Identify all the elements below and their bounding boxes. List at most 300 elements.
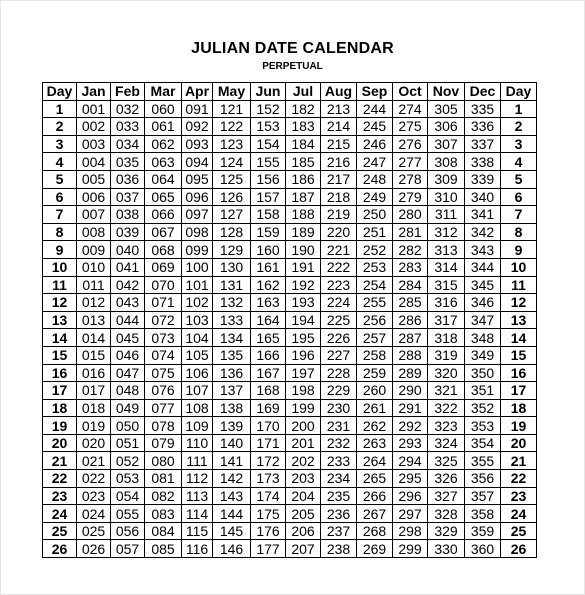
table-row [43, 399, 537, 417]
table-row [43, 170, 537, 188]
julian-date-cell: 102 [182, 294, 213, 312]
julian-date-cell: 081 [145, 470, 182, 488]
julian-date-cell: 195 [286, 329, 321, 347]
julian-date-cell: 053 [111, 470, 145, 488]
julian-date-cell: 311 [428, 206, 465, 224]
julian-date-cell: 076 [145, 382, 182, 400]
day-number-cell: 5 [43, 170, 77, 188]
table-row [43, 276, 537, 294]
julian-date-cell: 040 [111, 241, 145, 259]
table-row [43, 188, 537, 206]
julian-date-cell: 324 [428, 434, 465, 452]
julian-date-cell: 232 [321, 434, 357, 452]
julian-date-cell: 206 [286, 522, 321, 540]
julian-date-cell: 340 [465, 188, 501, 206]
julian-date-cell: 221 [321, 241, 357, 259]
julian-date-cell: 130 [213, 258, 251, 276]
julian-date-cell: 286 [393, 311, 428, 329]
julian-date-cell: 277 [393, 153, 428, 171]
day-number-cell: 6 [501, 188, 537, 206]
julian-date-cell: 359 [465, 522, 501, 540]
julian-date-cell: 008 [77, 223, 111, 241]
julian-date-cell: 092 [182, 118, 213, 136]
julian-date-cell: 114 [182, 505, 213, 523]
julian-date-cell: 079 [145, 434, 182, 452]
julian-date-cell: 275 [393, 118, 428, 136]
julian-date-cell: 268 [357, 522, 393, 540]
julian-date-cell: 014 [77, 329, 111, 347]
julian-date-cell: 236 [321, 505, 357, 523]
column-header: Apr [182, 83, 213, 101]
julian-date-cell: 042 [111, 276, 145, 294]
julian-date-cell: 205 [286, 505, 321, 523]
julian-date-cell: 279 [393, 188, 428, 206]
day-number-cell: 14 [43, 329, 77, 347]
julian-date-cell: 066 [145, 206, 182, 224]
table-row [43, 311, 537, 329]
julian-date-cell: 187 [286, 188, 321, 206]
julian-date-cell: 285 [393, 294, 428, 312]
julian-date-cell: 080 [145, 452, 182, 470]
julian-date-cell: 101 [182, 276, 213, 294]
julian-date-cell: 001 [77, 100, 111, 118]
day-number-cell: 17 [501, 382, 537, 400]
day-number-cell: 9 [501, 241, 537, 259]
julian-date-cell: 091 [182, 100, 213, 118]
julian-date-cell: 104 [182, 329, 213, 347]
day-number-cell: 26 [501, 540, 537, 558]
julian-date-cell: 067 [145, 223, 182, 241]
julian-date-cell: 085 [145, 540, 182, 558]
julian-date-cell: 307 [428, 135, 465, 153]
julian-date-cell: 032 [111, 100, 145, 118]
julian-date-cell: 054 [111, 487, 145, 505]
julian-date-table [42, 82, 537, 558]
julian-date-cell: 082 [145, 487, 182, 505]
julian-date-cell: 164 [251, 311, 286, 329]
julian-date-cell: 127 [213, 206, 251, 224]
julian-date-cell: 249 [357, 188, 393, 206]
julian-date-cell: 124 [213, 153, 251, 171]
julian-date-cell: 023 [77, 487, 111, 505]
julian-date-cell: 196 [286, 346, 321, 364]
julian-date-cell: 336 [465, 118, 501, 136]
julian-date-cell: 175 [251, 505, 286, 523]
julian-date-cell: 231 [321, 417, 357, 435]
day-number-cell: 11 [43, 276, 77, 294]
julian-date-cell: 281 [393, 223, 428, 241]
julian-date-cell: 165 [251, 329, 286, 347]
julian-date-cell: 146 [213, 540, 251, 558]
column-header: Dec [465, 83, 501, 101]
julian-date-cell: 265 [357, 470, 393, 488]
table-row [43, 487, 537, 505]
julian-date-cell: 322 [428, 399, 465, 417]
day-number-cell: 20 [43, 434, 77, 452]
julian-date-cell: 267 [357, 505, 393, 523]
julian-date-cell: 203 [286, 470, 321, 488]
julian-date-cell: 018 [77, 399, 111, 417]
column-header: Aug [321, 83, 357, 101]
julian-date-cell: 224 [321, 294, 357, 312]
julian-date-cell: 246 [357, 135, 393, 153]
column-header: May [213, 83, 251, 101]
julian-date-cell: 132 [213, 294, 251, 312]
julian-date-cell: 339 [465, 170, 501, 188]
julian-date-cell: 161 [251, 258, 286, 276]
julian-date-cell: 194 [286, 311, 321, 329]
julian-date-cell: 354 [465, 434, 501, 452]
julian-date-cell: 327 [428, 487, 465, 505]
julian-date-cell: 005 [77, 170, 111, 188]
julian-date-cell: 220 [321, 223, 357, 241]
day-number-cell: 22 [43, 470, 77, 488]
table-row [43, 329, 537, 347]
julian-date-cell: 116 [182, 540, 213, 558]
table-row [43, 522, 537, 540]
julian-date-cell: 274 [393, 100, 428, 118]
julian-date-cell: 016 [77, 364, 111, 382]
julian-date-cell: 006 [77, 188, 111, 206]
julian-date-cell: 064 [145, 170, 182, 188]
day-number-cell: 12 [43, 294, 77, 312]
julian-date-cell: 247 [357, 153, 393, 171]
julian-date-cell: 284 [393, 276, 428, 294]
table-row [43, 153, 537, 171]
julian-date-cell: 338 [465, 153, 501, 171]
julian-date-cell: 041 [111, 258, 145, 276]
julian-date-cell: 355 [465, 452, 501, 470]
julian-date-cell: 105 [182, 346, 213, 364]
julian-date-cell: 337 [465, 135, 501, 153]
julian-date-cell: 019 [77, 417, 111, 435]
julian-date-cell: 248 [357, 170, 393, 188]
julian-date-cell: 121 [213, 100, 251, 118]
julian-date-cell: 024 [77, 505, 111, 523]
julian-date-cell: 320 [428, 364, 465, 382]
julian-date-cell: 198 [286, 382, 321, 400]
julian-date-cell: 295 [393, 470, 428, 488]
julian-date-cell: 201 [286, 434, 321, 452]
table-row [43, 223, 537, 241]
julian-date-cell: 057 [111, 540, 145, 558]
julian-date-cell: 251 [357, 223, 393, 241]
julian-date-cell: 015 [77, 346, 111, 364]
julian-date-cell: 071 [145, 294, 182, 312]
julian-date-cell: 100 [182, 258, 213, 276]
julian-date-cell: 156 [251, 170, 286, 188]
julian-date-cell: 093 [182, 135, 213, 153]
julian-date-cell: 260 [357, 382, 393, 400]
julian-date-cell: 349 [465, 346, 501, 364]
julian-date-cell: 269 [357, 540, 393, 558]
julian-date-cell: 189 [286, 223, 321, 241]
julian-date-cell: 245 [357, 118, 393, 136]
day-number-cell: 16 [501, 364, 537, 382]
column-header: Jan [77, 83, 111, 101]
table-row [43, 452, 537, 470]
julian-date-cell: 350 [465, 364, 501, 382]
julian-date-cell: 298 [393, 522, 428, 540]
julian-date-cell: 188 [286, 206, 321, 224]
julian-date-cell: 252 [357, 241, 393, 259]
julian-date-cell: 099 [182, 241, 213, 259]
julian-date-cell: 152 [251, 100, 286, 118]
julian-date-cell: 144 [213, 505, 251, 523]
julian-date-cell: 009 [77, 241, 111, 259]
julian-date-cell: 328 [428, 505, 465, 523]
julian-date-cell: 360 [465, 540, 501, 558]
page-title: JULIAN DATE CALENDAR [191, 40, 394, 57]
julian-date-cell: 153 [251, 118, 286, 136]
julian-date-cell: 199 [286, 399, 321, 417]
day-number-cell: 10 [43, 258, 77, 276]
julian-date-cell: 125 [213, 170, 251, 188]
julian-date-cell: 062 [145, 135, 182, 153]
julian-date-cell: 131 [213, 276, 251, 294]
day-number-cell: 24 [501, 505, 537, 523]
day-number-cell: 18 [43, 399, 77, 417]
julian-date-cell: 317 [428, 311, 465, 329]
table-row [43, 382, 537, 400]
julian-date-cell: 010 [77, 258, 111, 276]
table-row [43, 540, 537, 558]
column-header: Nov [428, 83, 465, 101]
julian-date-cell: 314 [428, 258, 465, 276]
julian-date-cell: 283 [393, 258, 428, 276]
julian-date-cell: 215 [321, 135, 357, 153]
julian-date-cell: 126 [213, 188, 251, 206]
julian-date-cell: 050 [111, 417, 145, 435]
julian-date-cell: 173 [251, 470, 286, 488]
table-row [43, 505, 537, 523]
day-number-cell: 21 [43, 452, 77, 470]
julian-date-cell: 276 [393, 135, 428, 153]
day-number-cell: 3 [501, 135, 537, 153]
julian-date-cell: 346 [465, 294, 501, 312]
julian-date-cell: 193 [286, 294, 321, 312]
julian-date-cell: 222 [321, 258, 357, 276]
julian-date-cell: 218 [321, 188, 357, 206]
julian-date-cell: 228 [321, 364, 357, 382]
julian-date-cell: 158 [251, 206, 286, 224]
julian-date-cell: 299 [393, 540, 428, 558]
julian-date-cell: 083 [145, 505, 182, 523]
julian-date-cell: 325 [428, 452, 465, 470]
julian-date-cell: 135 [213, 346, 251, 364]
julian-date-cell: 234 [321, 470, 357, 488]
julian-date-cell: 133 [213, 311, 251, 329]
day-number-cell: 19 [43, 417, 77, 435]
day-number-cell: 15 [501, 346, 537, 364]
julian-date-cell: 357 [465, 487, 501, 505]
julian-date-cell: 315 [428, 276, 465, 294]
julian-date-cell: 138 [213, 399, 251, 417]
julian-date-cell: 294 [393, 452, 428, 470]
julian-date-cell: 012 [77, 294, 111, 312]
julian-date-cell: 072 [145, 311, 182, 329]
day-number-cell: 7 [43, 206, 77, 224]
julian-date-cell: 007 [77, 206, 111, 224]
julian-date-cell: 183 [286, 118, 321, 136]
julian-date-cell: 214 [321, 118, 357, 136]
julian-date-cell: 291 [393, 399, 428, 417]
julian-date-cell: 348 [465, 329, 501, 347]
table-row [43, 470, 537, 488]
day-number-cell: 1 [501, 100, 537, 118]
day-number-cell: 15 [43, 346, 77, 364]
day-number-cell: 7 [501, 206, 537, 224]
julian-date-cell: 122 [213, 118, 251, 136]
julian-date-cell: 305 [428, 100, 465, 118]
julian-date-cell: 308 [428, 153, 465, 171]
julian-date-cell: 141 [213, 452, 251, 470]
day-number-cell: 22 [501, 470, 537, 488]
table-row [43, 241, 537, 259]
julian-date-cell: 258 [357, 346, 393, 364]
column-header: Jul [286, 83, 321, 101]
julian-date-cell: 078 [145, 417, 182, 435]
julian-date-cell: 106 [182, 364, 213, 382]
julian-date-cell: 225 [321, 311, 357, 329]
julian-date-cell: 157 [251, 188, 286, 206]
julian-date-cell: 068 [145, 241, 182, 259]
julian-date-cell: 177 [251, 540, 286, 558]
day-number-cell: 23 [501, 487, 537, 505]
julian-date-cell: 037 [111, 188, 145, 206]
julian-date-cell: 074 [145, 346, 182, 364]
table-row [43, 100, 537, 118]
day-number-cell: 3 [43, 135, 77, 153]
julian-date-cell: 219 [321, 206, 357, 224]
julian-date-cell: 162 [251, 276, 286, 294]
julian-date-cell: 109 [182, 417, 213, 435]
julian-date-cell: 115 [182, 522, 213, 540]
julian-date-cell: 048 [111, 382, 145, 400]
day-number-cell: 17 [43, 382, 77, 400]
day-number-cell: 26 [43, 540, 77, 558]
day-number-cell: 4 [43, 153, 77, 171]
julian-date-cell: 069 [145, 258, 182, 276]
julian-date-cell: 021 [77, 452, 111, 470]
julian-date-cell: 326 [428, 470, 465, 488]
day-number-cell: 8 [43, 223, 77, 241]
julian-date-cell: 075 [145, 364, 182, 382]
day-number-cell: 13 [43, 311, 77, 329]
julian-date-cell: 055 [111, 505, 145, 523]
julian-date-cell: 238 [321, 540, 357, 558]
day-number-cell: 4 [501, 153, 537, 171]
julian-date-cell: 306 [428, 118, 465, 136]
julian-date-cell: 217 [321, 170, 357, 188]
table-row [43, 206, 537, 224]
julian-date-cell: 022 [77, 470, 111, 488]
julian-date-cell: 345 [465, 276, 501, 294]
julian-date-cell: 233 [321, 452, 357, 470]
julian-date-cell: 263 [357, 434, 393, 452]
day-number-cell: 18 [501, 399, 537, 417]
julian-date-cell: 128 [213, 223, 251, 241]
julian-date-cell: 020 [77, 434, 111, 452]
julian-date-cell: 167 [251, 364, 286, 382]
day-number-cell: 25 [501, 522, 537, 540]
day-number-cell: 8 [501, 223, 537, 241]
julian-date-cell: 287 [393, 329, 428, 347]
julian-date-cell: 321 [428, 382, 465, 400]
julian-date-cell: 204 [286, 487, 321, 505]
table-row [43, 118, 537, 136]
julian-date-cell: 103 [182, 311, 213, 329]
julian-date-cell: 049 [111, 399, 145, 417]
julian-date-cell: 170 [251, 417, 286, 435]
julian-date-cell: 163 [251, 294, 286, 312]
julian-date-cell: 290 [393, 382, 428, 400]
julian-date-cell: 312 [428, 223, 465, 241]
julian-date-cell: 003 [77, 135, 111, 153]
julian-date-cell: 140 [213, 434, 251, 452]
page-subtitle: PERPETUAL [262, 61, 323, 72]
julian-date-cell: 192 [286, 276, 321, 294]
julian-date-cell: 107 [182, 382, 213, 400]
julian-date-cell: 353 [465, 417, 501, 435]
day-number-cell: 10 [501, 258, 537, 276]
julian-date-cell: 073 [145, 329, 182, 347]
julian-date-cell: 137 [213, 382, 251, 400]
julian-date-cell: 056 [111, 522, 145, 540]
julian-date-cell: 342 [465, 223, 501, 241]
julian-date-cell: 095 [182, 170, 213, 188]
julian-date-cell: 136 [213, 364, 251, 382]
julian-date-cell: 134 [213, 329, 251, 347]
julian-date-cell: 108 [182, 399, 213, 417]
julian-date-cell: 200 [286, 417, 321, 435]
julian-date-cell: 129 [213, 241, 251, 259]
table-row [43, 364, 537, 382]
julian-date-cell: 044 [111, 311, 145, 329]
julian-date-cell: 244 [357, 100, 393, 118]
julian-date-cell: 250 [357, 206, 393, 224]
julian-date-cell: 329 [428, 522, 465, 540]
julian-date-cell: 154 [251, 135, 286, 153]
julian-date-cell: 262 [357, 417, 393, 435]
julian-date-cell: 288 [393, 346, 428, 364]
julian-date-cell: 297 [393, 505, 428, 523]
julian-date-cell: 266 [357, 487, 393, 505]
column-header: Jun [251, 83, 286, 101]
julian-date-cell: 098 [182, 223, 213, 241]
julian-date-cell: 261 [357, 399, 393, 417]
julian-date-cell: 123 [213, 135, 251, 153]
julian-date-cell: 159 [251, 223, 286, 241]
day-number-cell: 14 [501, 329, 537, 347]
column-header: Feb [111, 83, 145, 101]
julian-date-cell: 139 [213, 417, 251, 435]
day-number-cell: 19 [501, 417, 537, 435]
julian-date-cell: 112 [182, 470, 213, 488]
julian-date-cell: 011 [77, 276, 111, 294]
table-row [43, 294, 537, 312]
table-row [43, 258, 537, 276]
julian-date-cell: 235 [321, 487, 357, 505]
julian-date-cell: 060 [145, 100, 182, 118]
julian-date-cell: 025 [77, 522, 111, 540]
julian-date-cell: 033 [111, 118, 145, 136]
julian-date-cell: 039 [111, 223, 145, 241]
julian-date-cell: 347 [465, 311, 501, 329]
julian-date-cell: 323 [428, 417, 465, 435]
julian-date-cell: 013 [77, 311, 111, 329]
julian-date-cell: 197 [286, 364, 321, 382]
